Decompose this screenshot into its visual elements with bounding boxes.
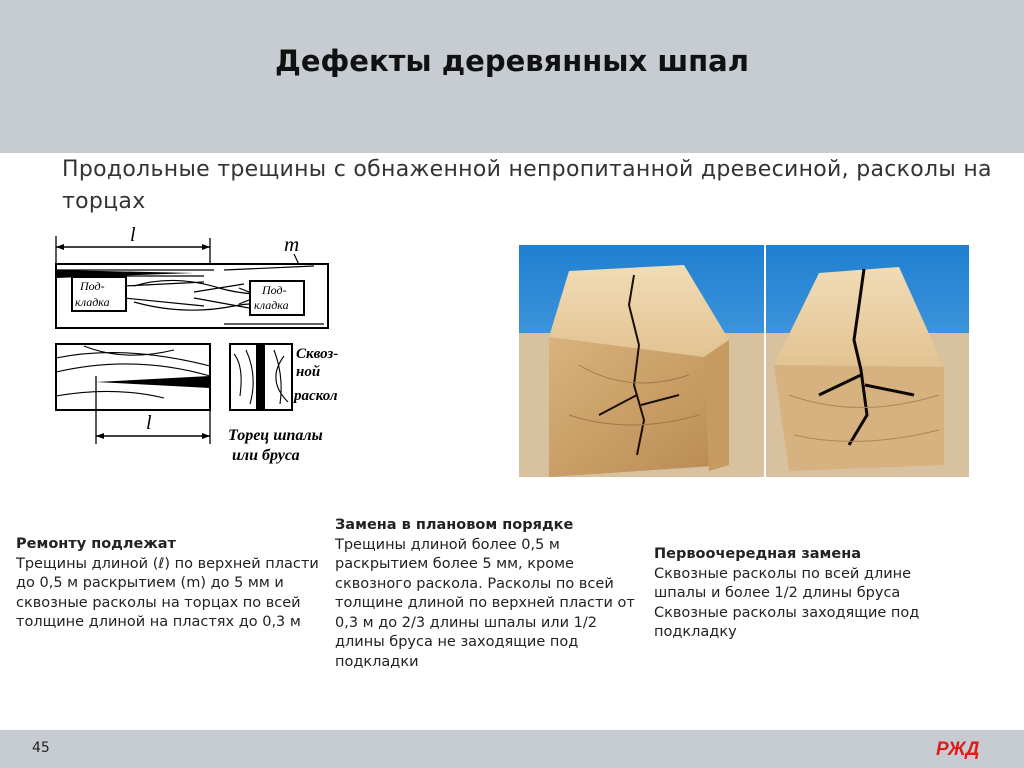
column-planned-heading: Замена в плановом порядке [335, 517, 574, 533]
pad-left-line1: Под- [80, 279, 105, 293]
rzd-logo [934, 736, 986, 760]
length-label-top: l [130, 226, 136, 246]
column-priority-heading: Первоочередная замена [654, 546, 862, 562]
slide-title: Дефекты деревянных шпал [275, 44, 749, 78]
pad-right-line1: Под- [262, 283, 287, 297]
slide-subtitle: Продольные трещины с обнаженной непропитанной древесиной, расколы на торцах [62, 157, 992, 214]
column-repair-heading: Ремонту подлежат [16, 536, 176, 552]
defect-diagram [44, 226, 364, 472]
sleeper-photo [519, 245, 969, 477]
through-split-line2: ной [296, 364, 321, 380]
pad-left-line2: кладка [75, 295, 110, 309]
column-planned-text: Трещины длиной более 0,5 м раскрытием более 5 мм, кроме сквозного раскола. Расколы по всей толщине длиной по верхней пласти от 0,3 м до 2/3 длины шпалы или 1/2 длины бруса не заходящие под подкладки [335, 536, 635, 670]
column-planned [335, 516, 635, 672]
column-repair [16, 535, 326, 633]
column-priority-text: Сквозные расколы по всей длине шпалы и более 1/2 длины бруса Сквозные расколы заходящие под подкладку [654, 565, 920, 640]
end-caption-line1: Торец шпалы [228, 427, 323, 444]
through-split-line3: раскол [294, 388, 338, 404]
end-caption-line2: или бруса [232, 447, 300, 464]
through-split-line1: Сквоз- [296, 346, 339, 362]
through-split [256, 344, 265, 410]
column-repair-text: Трещины длиной (ℓ) по верхней пласти до 0,5 м раскрытием (m) до 5 мм и сквозные расколы на торцах по всей толщине длиной на пластях до 0,3 м [16, 555, 319, 630]
column-priority [654, 545, 954, 643]
logo-text: РЖД [936, 739, 980, 760]
length-label-bottom: l [146, 412, 152, 434]
pad-right-line2: кладка [254, 298, 289, 312]
footer-band [0, 730, 1024, 768]
page-number: 45 [32, 740, 50, 756]
gap-label: m [284, 232, 300, 256]
